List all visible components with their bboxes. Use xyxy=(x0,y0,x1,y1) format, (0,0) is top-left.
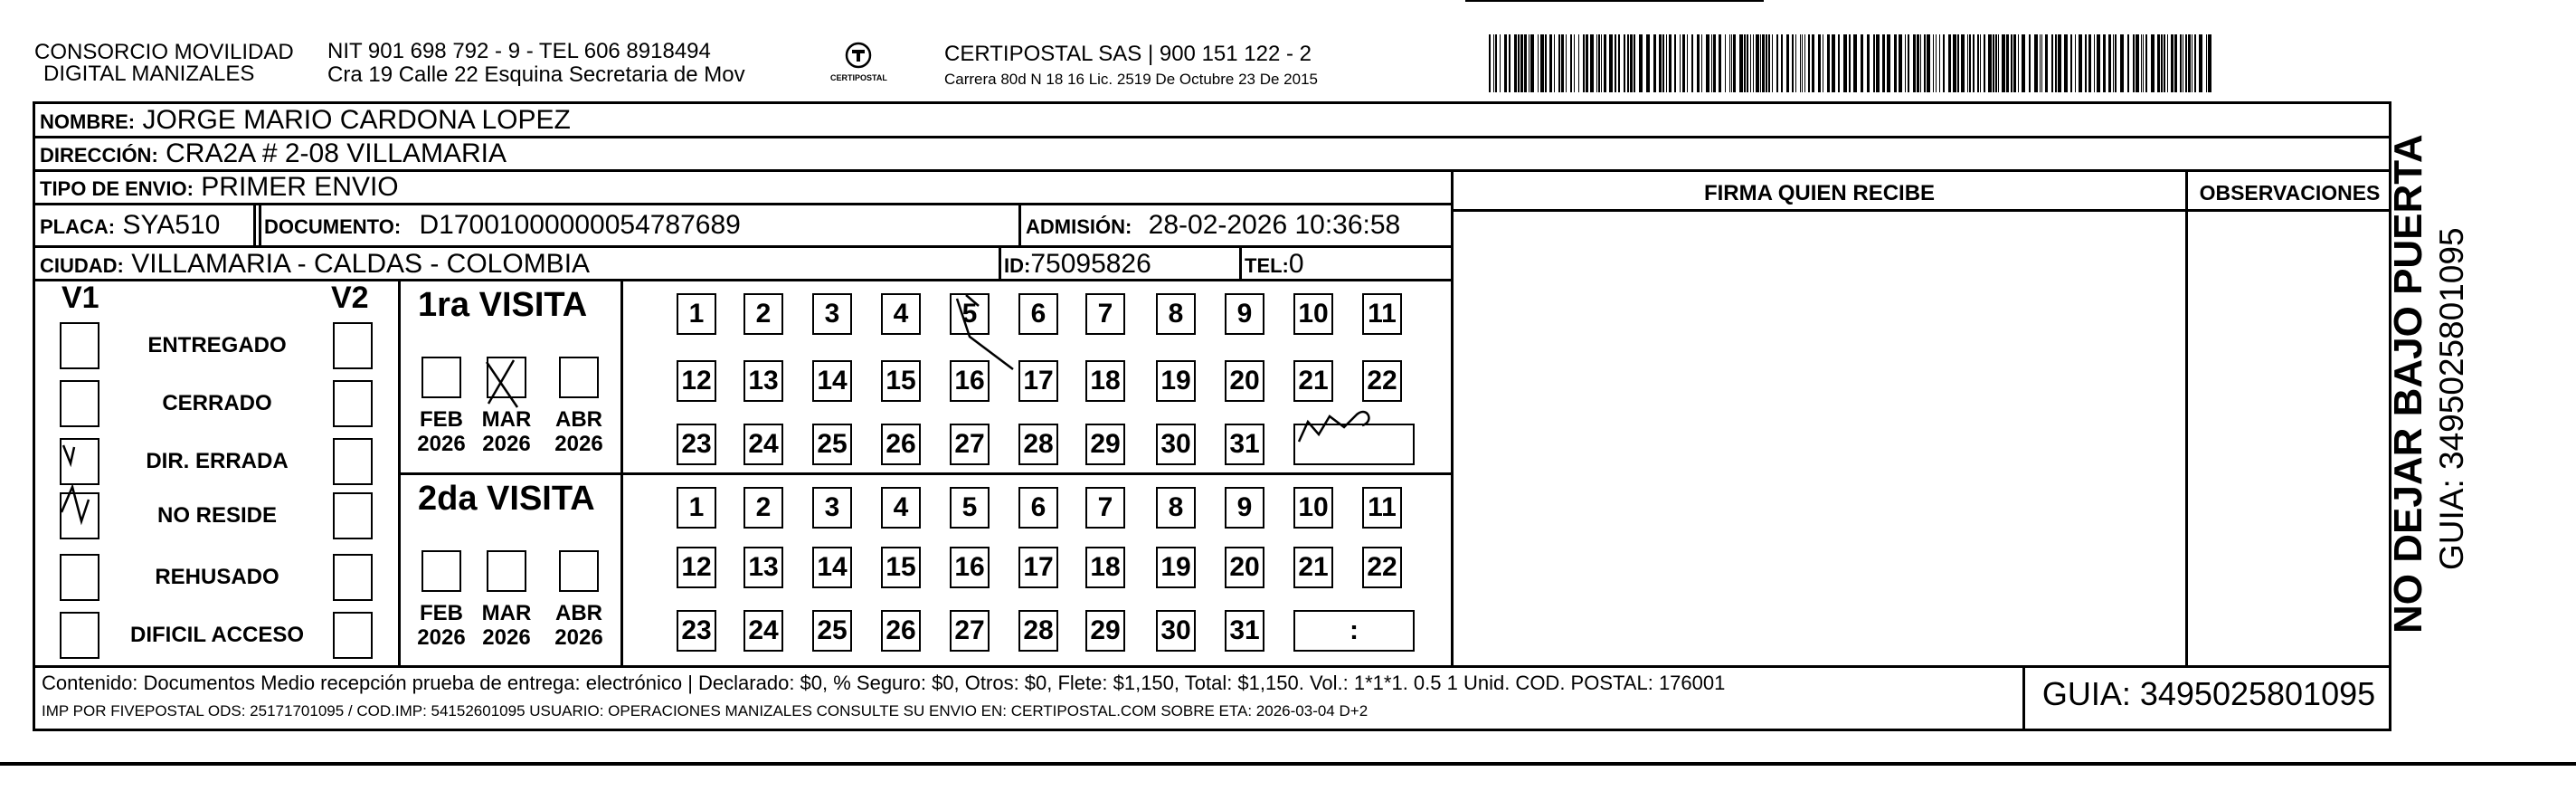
estado-label: REHUSADO xyxy=(155,565,279,589)
day-box[interactable]: 16 xyxy=(950,360,990,402)
day-5-mark xyxy=(957,299,1013,369)
month-year: 2026 xyxy=(554,625,603,650)
day-box[interactable]: 21 xyxy=(1293,360,1333,402)
v1-header: V1 xyxy=(62,281,99,315)
nit-line: NIT 901 698 792 - 9 - TEL 606 8918494 xyxy=(327,39,711,63)
day-box[interactable]: 22 xyxy=(1362,360,1402,402)
day-box[interactable]: 22 xyxy=(1362,547,1402,588)
tel-label: TEL: xyxy=(1245,254,1289,277)
month-name: ABR xyxy=(555,407,602,432)
day-box[interactable]: 24 xyxy=(743,610,783,652)
day-box[interactable]: 7 xyxy=(1085,293,1125,335)
v2-header: V2 xyxy=(331,281,369,315)
day-box[interactable]: 23 xyxy=(677,610,716,652)
day-box[interactable]: 2 xyxy=(743,293,783,335)
day-box[interactable]: 17 xyxy=(1018,547,1058,588)
placa-value: SYA510 xyxy=(122,210,221,240)
id-value: 75095826 xyxy=(1030,249,1151,279)
day-box[interactable]: 10 xyxy=(1293,293,1333,335)
month-name: ABR xyxy=(555,601,602,625)
day-box[interactable]: 26 xyxy=(881,424,921,465)
ciudad-label: CIUDAD: xyxy=(40,254,124,277)
mar-check-mark xyxy=(487,360,517,407)
day-box[interactable]: 13 xyxy=(743,547,783,588)
day-box[interactable]: 6 xyxy=(1018,487,1058,529)
time-signature xyxy=(1299,412,1368,442)
day-box[interactable]: 5 xyxy=(950,293,990,335)
day-box[interactable]: 25 xyxy=(812,610,852,652)
direccion-label: DIRECCIÓN: xyxy=(40,144,158,167)
month-year: 2026 xyxy=(482,432,531,456)
estado-label: ENTREGADO xyxy=(147,333,287,357)
direccion-value: CRA2A # 2-08 VILLAMARIA xyxy=(166,138,507,168)
nombre-value: JORGE MARIO CARDONA LOPEZ xyxy=(142,105,571,135)
day-box[interactable]: 1 xyxy=(677,293,716,335)
company-line-2: DIGITAL MANIZALES xyxy=(43,62,255,86)
certipostal-title: CERTIPOSTAL SAS | 900 151 122 - 2 xyxy=(944,42,1312,66)
day-box[interactable]: 5 xyxy=(950,487,990,529)
month-name: MAR xyxy=(481,601,532,625)
day-5-mark xyxy=(966,295,979,306)
day-box[interactable]: 15 xyxy=(881,360,921,402)
month-year: 2026 xyxy=(554,432,603,456)
day-box[interactable]: 20 xyxy=(1225,547,1264,588)
day-box[interactable]: 12 xyxy=(677,360,716,402)
day-box[interactable]: 15 xyxy=(881,547,921,588)
day-box[interactable]: 23 xyxy=(677,424,716,465)
day-box[interactable]: 17 xyxy=(1018,360,1058,402)
visita1-title: 1ra VISITA xyxy=(418,286,588,324)
observaciones-header: OBSERVACIONES xyxy=(2199,181,2381,205)
day-box[interactable]: 26 xyxy=(881,610,921,652)
day-box[interactable]: 11 xyxy=(1362,487,1402,529)
day-box[interactable]: 14 xyxy=(812,360,852,402)
day-box[interactable]: 31 xyxy=(1225,610,1264,652)
documento-label: DOCUMENTO: xyxy=(264,215,402,238)
tipo-label: TIPO DE ENVIO: xyxy=(40,177,194,200)
day-box[interactable]: 19 xyxy=(1156,547,1196,588)
admision-value: 28-02-2026 10:36:58 xyxy=(1148,210,1401,240)
day-box[interactable]: 24 xyxy=(743,424,783,465)
day-box[interactable]: 13 xyxy=(743,360,783,402)
day-box[interactable]: 30 xyxy=(1156,424,1196,465)
day-box[interactable]: 18 xyxy=(1085,360,1125,402)
time-box[interactable]: : xyxy=(1293,610,1415,652)
month-year: 2026 xyxy=(482,625,531,650)
day-box[interactable]: 2 xyxy=(743,487,783,529)
day-box[interactable]: 31 xyxy=(1225,424,1264,465)
day-box[interactable]: 4 xyxy=(881,487,921,529)
day-box[interactable]: 27 xyxy=(950,610,990,652)
id-label: ID: xyxy=(1004,254,1031,277)
day-box[interactable]: 3 xyxy=(812,487,852,529)
footer-guia: GUIA: 3495025801095 xyxy=(2041,675,2376,712)
day-box[interactable]: 30 xyxy=(1156,610,1196,652)
logo-text: CERTIPOSTAL xyxy=(830,73,887,82)
day-box[interactable]: 10 xyxy=(1293,487,1333,529)
tel-value: 0 xyxy=(1288,249,1304,279)
no-reside-mark xyxy=(62,487,89,521)
day-box[interactable]: 9 xyxy=(1225,487,1264,529)
day-box[interactable]: 11 xyxy=(1362,293,1402,335)
day-box[interactable]: 3 xyxy=(812,293,852,335)
ciudad-value: VILLAMARIA - CALDAS - COLOMBIA xyxy=(131,249,591,279)
day-box[interactable]: 16 xyxy=(950,547,990,588)
admision-label: ADMISIÓN: xyxy=(1026,215,1132,238)
day-box[interactable]: 28 xyxy=(1018,424,1058,465)
estado-label: DIR. ERRADA xyxy=(146,449,289,473)
month-year: 2026 xyxy=(417,625,466,650)
estado-label: CERRADO xyxy=(162,391,272,415)
day-box[interactable]: 4 xyxy=(881,293,921,335)
day-box[interactable]: 20 xyxy=(1225,360,1264,402)
day-box[interactable]: 6 xyxy=(1018,293,1058,335)
dir-errada-mark xyxy=(63,445,74,463)
day-box[interactable]: 9 xyxy=(1225,293,1264,335)
company-line-1: CONSORCIO MOVILIDAD xyxy=(34,40,294,64)
placa-label: PLACA: xyxy=(40,215,116,238)
footer-contenido: Contenido: Documentos Medio recepción prueba de entrega: electrónico | Declarado: $0, % Seguro: $0, Otros: $0, Flete: $1,150, Total: $1,150. Vol.: 1*1*1. 0.5 1 Unid. COD. POSTAL: 176001 xyxy=(42,672,1726,694)
day-box[interactable]: 21 xyxy=(1293,547,1333,588)
nombre-label: NOMBRE: xyxy=(40,110,136,133)
day-box[interactable]: 18 xyxy=(1085,547,1125,588)
month-name: FEB xyxy=(420,601,463,625)
day-box[interactable]: 28 xyxy=(1018,610,1058,652)
day-box[interactable]: 7 xyxy=(1085,487,1125,529)
day-box[interactable]: 8 xyxy=(1156,293,1196,335)
day-box[interactable]: 29 xyxy=(1085,424,1125,465)
certipostal-address: Carrera 80d N 18 16 Lic. 2519 De Octubre 23 De 2015 xyxy=(944,71,1318,88)
month-name: MAR xyxy=(481,407,532,432)
day-box[interactable]: 14 xyxy=(812,547,852,588)
day-box[interactable]: 12 xyxy=(677,547,716,588)
day-box[interactable]: 27 xyxy=(950,424,990,465)
day-box[interactable]: 8 xyxy=(1156,487,1196,529)
side-guia: GUIA: 3495025801095 xyxy=(2433,227,2470,570)
firma-header: FIRMA QUIEN RECIBE xyxy=(1703,181,1936,205)
footer-imp: IMP POR FIVEPOSTAL ODS: 25171701095 / COD.IMP: 54152601095 USUARIO: OPERACIONES MANIZALES CONSULTE SU ENVIO EN: CERTIPOSTAL.COM SOBRE ETA: 2026-03-04 D+2 xyxy=(42,702,1368,720)
estado-label: DIFICIL ACCESO xyxy=(129,623,304,647)
month-year: 2026 xyxy=(417,432,466,456)
day-box[interactable]: 29 xyxy=(1085,610,1125,652)
month-name: FEB xyxy=(420,407,463,432)
address-line: Cra 19 Calle 22 Esquina Secretaria de Mov xyxy=(327,62,745,87)
side-warning: NO DEJAR BAJO PUERTA xyxy=(2386,134,2430,634)
tipo-value: PRIMER ENVIO xyxy=(201,172,399,202)
documento-value: D17001000000054787689 xyxy=(419,210,741,240)
visita2-title: 2da VISITA xyxy=(418,480,595,518)
estado-label: NO RESIDE xyxy=(156,503,278,528)
day-box[interactable]: 25 xyxy=(812,424,852,465)
day-box[interactable]: 1 xyxy=(677,487,716,529)
day-box[interactable]: 19 xyxy=(1156,360,1196,402)
